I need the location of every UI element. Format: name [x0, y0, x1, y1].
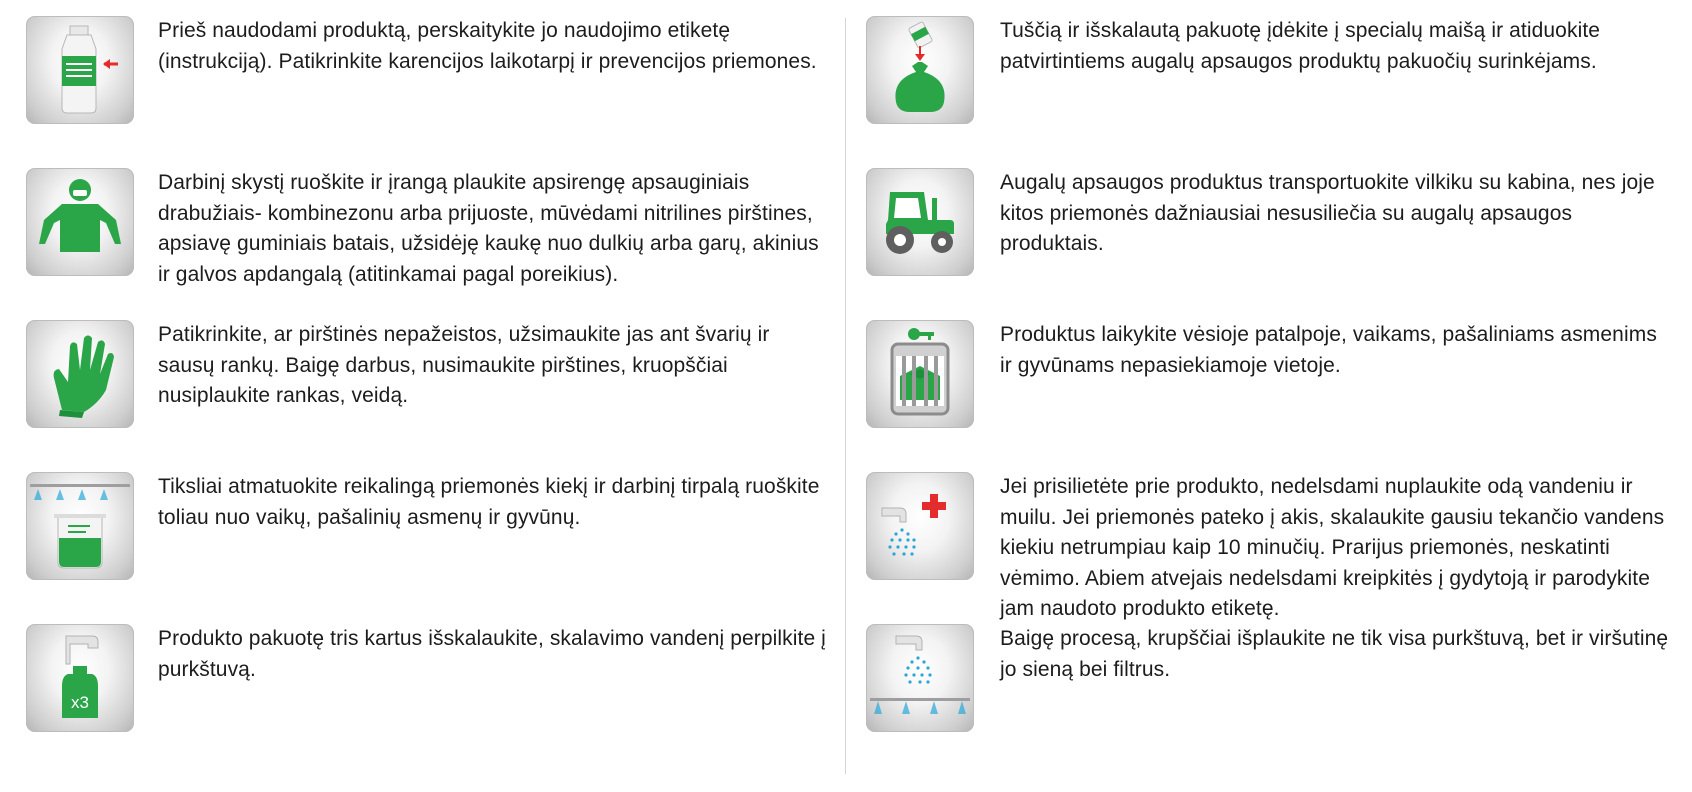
instruction-text: Produkto pakuotę tris kartus išskalaukite, skalavimo vandenį perpilkite į purkštuvą.: [158, 627, 826, 681]
instruction-text: Prieš naudodami produktą, perskaitykite jo naudojimo etiketę (instrukciją). Patikrinkite karencijos laikotarpį ir prevencijos priemones.: [158, 19, 817, 73]
column-divider: [845, 18, 846, 774]
triple-rinse-badge: x3: [71, 693, 89, 712]
measuring-beaker-icon: [26, 472, 134, 580]
sprayer-cleaning-icon: [866, 624, 974, 732]
protective-suit-icon: [26, 168, 134, 276]
first-aid-shower-icon: [866, 472, 974, 580]
triple-rinse-icon: [26, 624, 134, 732]
instruction-text: Jei prisilietėte prie produkto, nedelsdami nuplaukite odą vandeniu ir muilu. Jei priemonės pateko į akis, skalaukite gausiu tekančio vandens kiekiu netrumpiau kaip 10 minučių. Prarijus priemonės, neskatinti vėmimo. Abiem atvejais nedelsdami kreipkitės į gydytoją ir parodykite jam naudoto produkto etiketę.: [1000, 475, 1665, 620]
instruction-text: Patikrinkite, ar pirštinės nepažeistos, užsimaukite jas ant švarių ir sausų rankų. Baigę darbus, nusimaukite pirštines, kruopščiai nusiplaukite rankas, veidą.: [158, 323, 770, 407]
instruction-text: Tuščią ir išskalautą pakuotę įdėkite į specialų maišą ir atiduokite patvirtintiems augalų apsaugos produktų pakuočių surinkėjams.: [1000, 19, 1601, 73]
bottle-label-icon: [26, 16, 134, 124]
instruction-text: Tiksliai atmatuokite reikalingą priemonės kiekį ir darbinį tirpalą ruoškite toliau nuo vaikų, pašalinių asmenų ir gyvūnų.: [158, 475, 820, 529]
glove-icon: [26, 320, 134, 428]
instruction-text: Augalų apsaugos produktus transportuokite vilkiku su kabina, nes joje kitos priemonės dažniausiai nesusiliečia su augalų apsaugos produktais.: [1000, 171, 1655, 255]
disposal-bag-icon: [866, 16, 974, 124]
instruction-text: Produktus laikykite vėsioje patalpoje, vaikams, pašaliniams asmenims ir gyvūnams nepasiekiamoje vietoje.: [1000, 323, 1657, 377]
instruction-text: Darbinį skystį ruoškite ir įrangą plaukite apsirengę apsauginiais drabužiais- kombinezonu arba prijuoste, mūvėdami nitrilines pirštines, apsiavę guminiais batais, užsidėję kaukę nuo dulkių arba garų, akinius ir galvos apdangalą (atitinkamai pagal poreikius).: [158, 171, 819, 286]
tractor-icon: [866, 168, 974, 276]
instruction-text: Baigę procesą, krupščiai išplaukite ne tik visa purkštuvą, bet ir viršutinę jo sieną bei filtrus.: [1000, 627, 1669, 681]
locked-storage-icon: [866, 320, 974, 428]
